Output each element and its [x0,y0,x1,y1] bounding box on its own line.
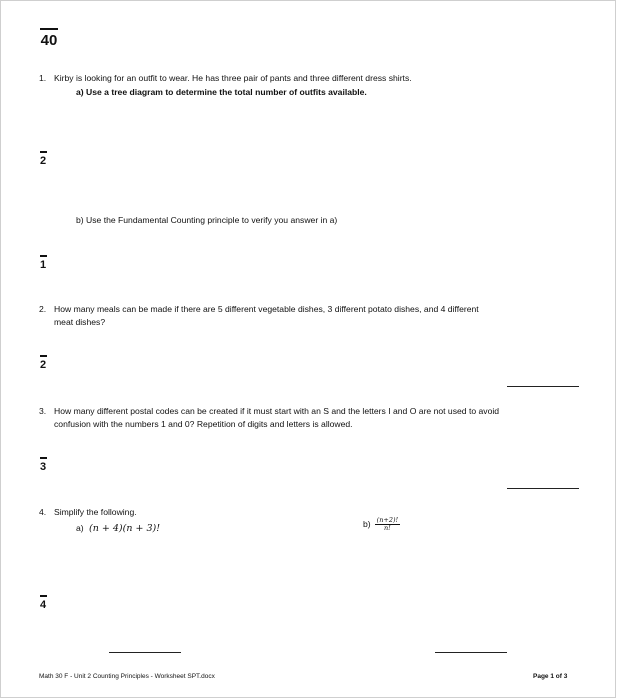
question-3-number: 3. [39,406,47,416]
question-4b-label: b) [363,519,371,529]
marks-blank-line [40,457,47,459]
footer-page-number: Page 1 of 3 [533,673,568,680]
marks-blank-line [40,355,47,357]
question-4a-expression: (n + 4)(n + 3)! [89,523,161,534]
question-2-number: 2. [39,304,47,314]
question-1b-marks [36,255,50,271]
question-1a-marks-value: 2 [39,154,47,167]
total-score [38,28,60,49]
question-1a-marks [36,151,50,167]
fraction-denominator: n! [383,524,391,532]
question-4b [363,517,400,532]
question-2-text-line2: meat dishes? [54,317,106,327]
question-2 [39,303,599,329]
marks-blank-line [40,595,47,597]
question-4b-answer-line [435,652,507,653]
question-4a-label: a) [76,523,84,533]
question-2-marks-value: 2 [39,358,47,371]
question-1b-marks-value: 1 [39,258,47,271]
question-3-marks [36,457,50,473]
question-3 [39,405,609,431]
score-blank-line [40,28,58,30]
question-1 [39,72,599,85]
question-4a-answer-line [109,652,181,653]
marks-blank-line [40,151,47,153]
question-3-text-line1: How many different postal codes can be created if it must start with an S and the letters I and O are not used to avoid [54,406,500,416]
question-4-marks [36,595,50,611]
question-2-answer-line [507,386,579,387]
question-1b: b) Use the Fundamental Counting principle to verify you answer in a) [76,215,338,225]
question-4-text: Simplify the following. [54,507,137,517]
fraction-numerator: (n+2)! [376,516,399,524]
question-1-number: 1. [39,73,47,83]
question-4-number: 4. [39,507,47,517]
question-4-marks-value: 4 [39,598,47,611]
total-score-value: 40 [40,32,58,49]
question-3-marks-value: 3 [39,460,47,473]
question-4b-fraction [375,517,400,532]
question-4a [76,522,160,535]
question-2-text-line1: How many meals can be made if there are 5 different vegetable dishes, 3 different potato dishes, and 4 different [54,304,479,314]
question-3-answer-line [507,488,579,489]
question-3-text-line2: confusion with the numbers 1 and 0? Repetition of digits and letters is allowed. [54,419,353,429]
footer-filename: Math 30 F - Unit 2 Counting Principles - Worksheet SPT.docx [39,673,215,680]
question-1-text: Kirby is looking for an outfit to wear. He has three pair of pants and three different dress shirts. [54,73,412,83]
question-1a: a) Use a tree diagram to determine the total number of outfits available. [76,87,367,97]
marks-blank-line [40,255,47,257]
question-2-marks [36,355,50,371]
